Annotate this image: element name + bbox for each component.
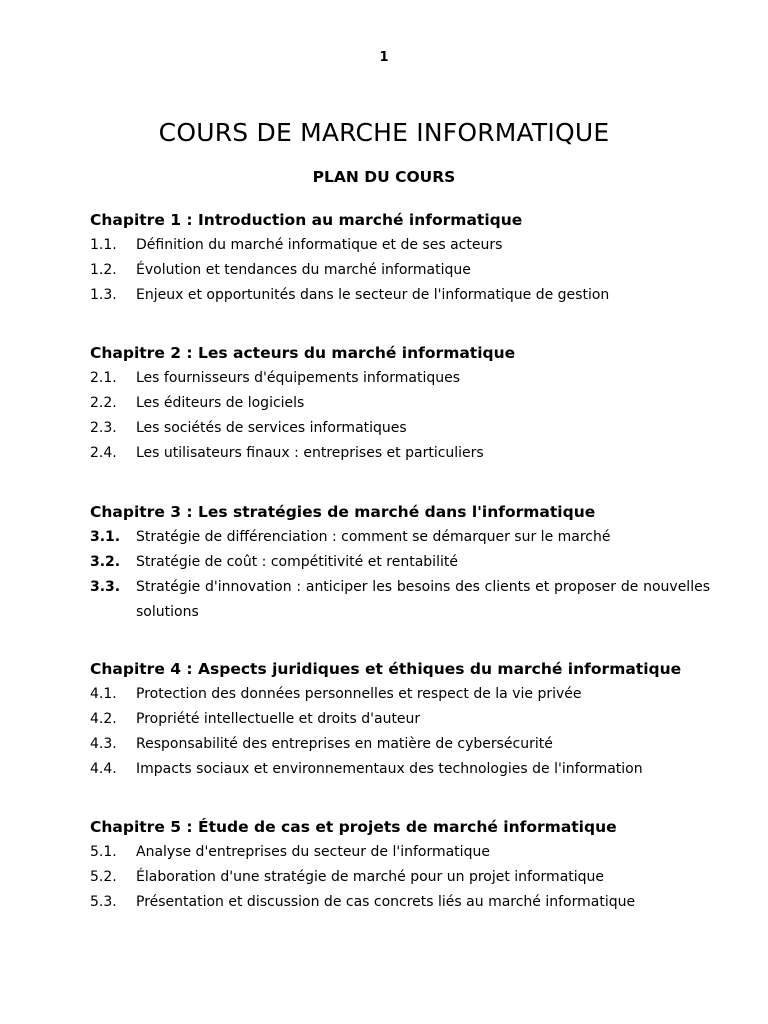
- chapter-title: Chapitre 4 : Aspects juridiques et éthiques du marché informatique: [90, 660, 682, 678]
- item-text: Définition du marché informatique et de ses acteurs: [136, 237, 503, 253]
- item-text: Responsabilité des entreprises en matière de cybersécurité: [136, 736, 553, 752]
- item-text: Les fournisseurs d'équipements informatiques: [136, 370, 461, 386]
- item-number: 3.3.: [90, 579, 121, 595]
- chapter-title: Chapitre 2 : Les acteurs du marché informatique: [90, 344, 516, 362]
- item-text: Protection des données personnelles et respect de la vie privée: [136, 686, 582, 702]
- list-item: [90, 366, 710, 391]
- list-item: [90, 575, 710, 625]
- list-item: [90, 682, 710, 707]
- item-number: 1.3.: [90, 287, 117, 303]
- item-text: Évolution et tendances du marché informatique: [136, 262, 471, 278]
- item-number: 2.4.: [90, 445, 117, 461]
- item-text: Analyse d'entreprises du secteur de l'informatique: [136, 844, 490, 860]
- list-item: [90, 416, 710, 441]
- list-item: [90, 391, 710, 416]
- item-number: 3.2.: [90, 554, 121, 570]
- list-item: [90, 441, 710, 466]
- list-item: [90, 840, 710, 865]
- chapter-5: [90, 814, 710, 915]
- chapter-title: Chapitre 3 : Les stratégies de marché dans l'informatique: [90, 503, 596, 521]
- chapter-3: [90, 499, 710, 625]
- list-item: [90, 283, 710, 308]
- chapter-2: [90, 340, 710, 466]
- item-text: Les sociétés de services informatiques: [136, 420, 407, 436]
- document-subtitle: PLAN DU COURS: [312, 168, 456, 186]
- list-item: [90, 707, 710, 732]
- item-number: 5.1.: [90, 844, 117, 860]
- item-text: Stratégie de différenciation : comment se démarquer sur le marché: [136, 529, 611, 545]
- item-text: Les utilisateurs finaux : entreprises et particuliers: [136, 445, 484, 461]
- item-number: 4.4.: [90, 761, 117, 777]
- list-item: [90, 757, 710, 782]
- list-item: [90, 233, 710, 258]
- chapter-title: Chapitre 1 : Introduction au marché informatique: [90, 211, 523, 229]
- item-number: 4.2.: [90, 711, 117, 727]
- chapter-title: Chapitre 5 : Étude de cas et projets de marché informatique: [90, 818, 617, 836]
- item-number: 1.2.: [90, 262, 117, 278]
- item-number: 4.1.: [90, 686, 117, 702]
- item-number: 1.1.: [90, 237, 117, 253]
- item-number: 5.2.: [90, 869, 117, 885]
- item-text: Élaboration d'une stratégie de marché pour un projet informatique: [136, 869, 605, 885]
- item-text: Stratégie de coût : compétitivité et rentabilité: [136, 554, 458, 570]
- item-number: 2.1.: [90, 370, 117, 386]
- list-item: [90, 732, 710, 757]
- list-item: [90, 550, 710, 575]
- item-number: 3.1.: [90, 529, 121, 545]
- item-text: Les éditeurs de logiciels: [136, 395, 305, 411]
- item-number: 4.3.: [90, 736, 117, 752]
- chapter-1: [90, 207, 710, 308]
- document-title: COURS DE MARCHE INFORMATIQUE: [158, 118, 610, 147]
- list-item: [90, 890, 710, 915]
- item-text: Présentation et discussion de cas concrets liés au marché informatique: [136, 894, 636, 910]
- page-number: 1: [379, 50, 389, 65]
- item-text: Propriété intellectuelle et droits d'auteur: [136, 711, 421, 727]
- item-number: 5.3.: [90, 894, 117, 910]
- list-item: [90, 865, 710, 890]
- list-item: [90, 258, 710, 283]
- list-item: [90, 525, 710, 550]
- item-text: Stratégie d'innovation : anticiper les besoins des clients et proposer de nouvelles solutions: [136, 579, 710, 620]
- item-text: Impacts sociaux et environnementaux des technologies de l'information: [136, 761, 643, 777]
- item-text: Enjeux et opportunités dans le secteur de l'informatique de gestion: [136, 287, 610, 303]
- item-number: 2.2.: [90, 395, 117, 411]
- item-number: 2.3.: [90, 420, 117, 436]
- chapter-4: [90, 656, 710, 782]
